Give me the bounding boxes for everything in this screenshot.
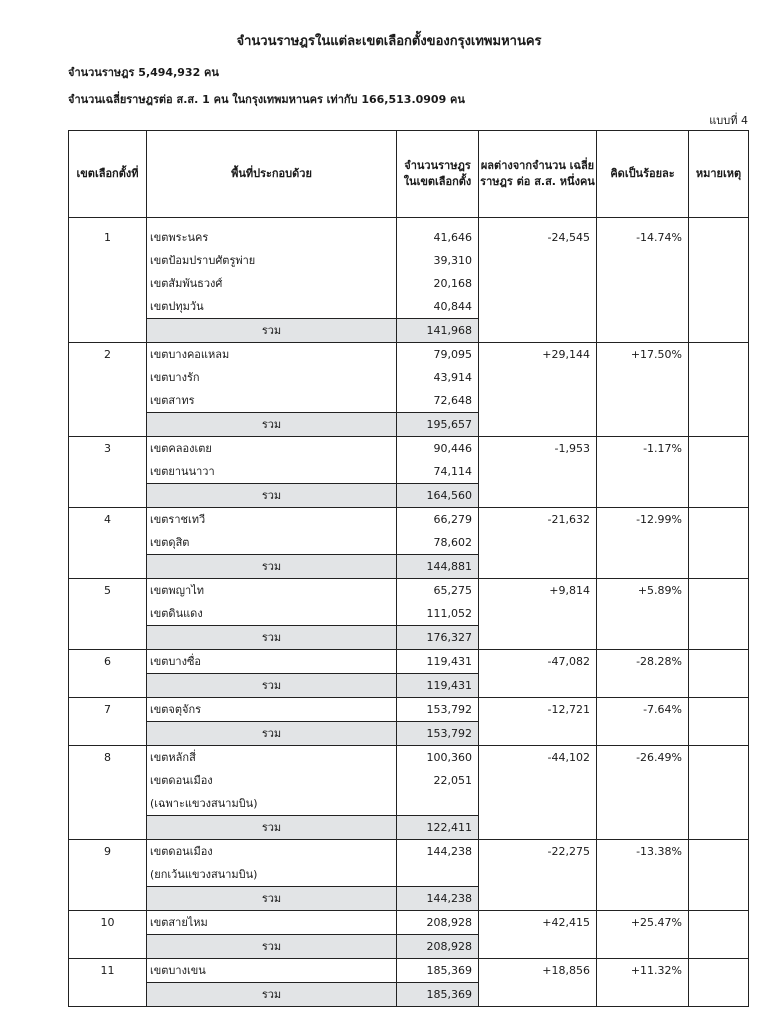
area-population: 208,928 bbox=[397, 911, 479, 935]
area-name: เขตบางรัก bbox=[147, 366, 397, 389]
total-label: รวม bbox=[147, 413, 397, 437]
area-name: (ยกเว้นแขวงสนามบิน) bbox=[147, 863, 397, 887]
total-population: 176,327 bbox=[397, 626, 479, 650]
total-population: 185,369 bbox=[397, 983, 479, 1007]
area-population: 78,602 bbox=[397, 531, 479, 555]
total-label: รวม bbox=[147, 722, 397, 746]
area-population: 100,360 bbox=[397, 746, 479, 770]
difference-value: -21,632 bbox=[479, 508, 597, 579]
header-remark: หมายเหตุ bbox=[689, 131, 749, 218]
percent-value: -14.74% bbox=[597, 226, 689, 343]
remark-cell bbox=[689, 959, 749, 1007]
district-number: 10 bbox=[69, 911, 147, 959]
remark-cell bbox=[689, 746, 749, 840]
percent-value: -7.64% bbox=[597, 698, 689, 746]
total-population: 122,411 bbox=[397, 816, 479, 840]
form-number: แบบที่ 4 bbox=[709, 114, 748, 127]
total-label: รวม bbox=[147, 983, 397, 1007]
total-label: รวม bbox=[147, 816, 397, 840]
table-row bbox=[69, 840, 749, 864]
header-population: จำนวนราษฎร ในเขตเลือกตั้ง bbox=[397, 131, 479, 218]
table-row bbox=[69, 226, 749, 249]
area-name: (เฉพาะแขวงสนามบิน) bbox=[147, 792, 397, 816]
remark-cell bbox=[689, 226, 749, 343]
percent-value: +25.47% bbox=[597, 911, 689, 959]
total-label: รวม bbox=[147, 319, 397, 343]
area-name: เขตสาทร bbox=[147, 389, 397, 413]
area-name: เขตปทุมวัน bbox=[147, 295, 397, 319]
remark-cell bbox=[689, 508, 749, 579]
difference-value: -44,102 bbox=[479, 746, 597, 840]
area-name: เขตดุสิต bbox=[147, 531, 397, 555]
table-row bbox=[69, 746, 749, 770]
district-number: 1 bbox=[69, 226, 147, 343]
total-label: รวม bbox=[147, 626, 397, 650]
total-label: รวม bbox=[147, 887, 397, 911]
area-population: 20,168 bbox=[397, 272, 479, 295]
spacer-row bbox=[69, 218, 749, 227]
district-number: 5 bbox=[69, 579, 147, 650]
area-name: เขตจตุจักร bbox=[147, 698, 397, 722]
area-population: 185,369 bbox=[397, 959, 479, 983]
difference-value: -1,953 bbox=[479, 437, 597, 508]
document-title: จำนวนราษฎรในแต่ละเขตเลือกตั้งของกรุงเทพมหานคร bbox=[236, 34, 542, 49]
area-name: เขตดอนเมือง bbox=[147, 769, 397, 792]
area-population: 153,792 bbox=[397, 698, 479, 722]
percent-value: -1.17% bbox=[597, 437, 689, 508]
remark-cell bbox=[689, 911, 749, 959]
total-label: รวม bbox=[147, 674, 397, 698]
area-population: 65,275 bbox=[397, 579, 479, 603]
header-area: พื้นที่ประกอบด้วย bbox=[147, 131, 397, 218]
area-population: 39,310 bbox=[397, 249, 479, 272]
table-row bbox=[69, 650, 749, 674]
table-header-row bbox=[69, 131, 749, 218]
area-name: เขตบางเขน bbox=[147, 959, 397, 983]
area-name: เขตสายไหม bbox=[147, 911, 397, 935]
table-row bbox=[69, 579, 749, 603]
constituency-table bbox=[68, 130, 749, 1007]
area-name: เขตยานนาวา bbox=[147, 460, 397, 484]
district-number: 7 bbox=[69, 698, 147, 746]
area-name: เขตสัมพันธวงศ์ bbox=[147, 272, 397, 295]
table-row bbox=[69, 698, 749, 722]
district-number: 8 bbox=[69, 746, 147, 840]
remark-cell bbox=[689, 698, 749, 746]
area-population: 90,446 bbox=[397, 437, 479, 461]
table-row bbox=[69, 437, 749, 461]
area-population: 41,646 bbox=[397, 226, 479, 249]
difference-value: +29,144 bbox=[479, 343, 597, 437]
total-population-line: จำนวนราษฎร 5,494,932 คน bbox=[68, 66, 219, 79]
area-name: เขตป้อมปราบศัตรูพ่าย bbox=[147, 249, 397, 272]
area-name: เขตบางคอแหลม bbox=[147, 343, 397, 367]
total-label: รวม bbox=[147, 484, 397, 508]
area-name: เขตหลักสี่ bbox=[147, 746, 397, 770]
percent-value: +5.89% bbox=[597, 579, 689, 650]
district-number: 6 bbox=[69, 650, 147, 698]
table-row bbox=[69, 343, 749, 367]
percent-value: -28.28% bbox=[597, 650, 689, 698]
area-name: เขตบางซื่อ bbox=[147, 650, 397, 674]
remark-cell bbox=[689, 437, 749, 508]
total-population: 164,560 bbox=[397, 484, 479, 508]
percent-value: -12.99% bbox=[597, 508, 689, 579]
total-population: 195,657 bbox=[397, 413, 479, 437]
remark-cell bbox=[689, 579, 749, 650]
area-population: 119,431 bbox=[397, 650, 479, 674]
area-population: 40,844 bbox=[397, 295, 479, 319]
header-difference: ผลต่างจากจำนวน เฉลี่ยราษฎร ต่อ ส.ส. หนึ่งคน bbox=[479, 131, 597, 218]
total-label: รวม bbox=[147, 935, 397, 959]
percent-value: -13.38% bbox=[597, 840, 689, 911]
difference-value: -24,545 bbox=[479, 226, 597, 343]
area-population bbox=[397, 792, 479, 816]
area-population: 43,914 bbox=[397, 366, 479, 389]
area-population: 22,051 bbox=[397, 769, 479, 792]
area-name: เขตดอนเมือง bbox=[147, 840, 397, 864]
difference-value: +42,415 bbox=[479, 911, 597, 959]
area-population: 72,648 bbox=[397, 389, 479, 413]
header-percent: คิดเป็นร้อยละ bbox=[597, 131, 689, 218]
difference-value: -22,275 bbox=[479, 840, 597, 911]
total-label: รวม bbox=[147, 555, 397, 579]
remark-cell bbox=[689, 650, 749, 698]
difference-value: -12,721 bbox=[479, 698, 597, 746]
district-number: 4 bbox=[69, 508, 147, 579]
remark-cell bbox=[689, 840, 749, 911]
total-population: 153,792 bbox=[397, 722, 479, 746]
remark-cell bbox=[689, 343, 749, 437]
average-per-mp-line: จำนวนเฉลี่ยราษฎรต่อ ส.ส. 1 คน ในกรุงเทพมหานคร เท่ากับ 166,513.0909 คน bbox=[68, 93, 465, 106]
district-number: 3 bbox=[69, 437, 147, 508]
table-row bbox=[69, 911, 749, 935]
district-number: 2 bbox=[69, 343, 147, 437]
percent-value: +17.50% bbox=[597, 343, 689, 437]
area-population: 66,279 bbox=[397, 508, 479, 532]
percent-value: +11.32% bbox=[597, 959, 689, 1007]
area-name: เขตคลองเตย bbox=[147, 437, 397, 461]
table-body bbox=[69, 218, 749, 1007]
area-population: 111,052 bbox=[397, 602, 479, 626]
area-population: 79,095 bbox=[397, 343, 479, 367]
area-name: เขตราชเทวี bbox=[147, 508, 397, 532]
district-number: 11 bbox=[69, 959, 147, 1007]
header-district-no: เขตเลือกตั้งที่ bbox=[69, 131, 147, 218]
area-population: 74,114 bbox=[397, 460, 479, 484]
area-name: เขตพญาไท bbox=[147, 579, 397, 603]
difference-value: -47,082 bbox=[479, 650, 597, 698]
difference-value: +9,814 bbox=[479, 579, 597, 650]
table-row bbox=[69, 508, 749, 532]
table-row bbox=[69, 959, 749, 983]
total-population: 141,968 bbox=[397, 319, 479, 343]
total-population: 119,431 bbox=[397, 674, 479, 698]
percent-value: -26.49% bbox=[597, 746, 689, 840]
total-population: 208,928 bbox=[397, 935, 479, 959]
total-population: 144,238 bbox=[397, 887, 479, 911]
area-population: 144,238 bbox=[397, 840, 479, 864]
area-name: เขตพระนคร bbox=[147, 226, 397, 249]
difference-value: +18,856 bbox=[479, 959, 597, 1007]
area-name: เขตดินแดง bbox=[147, 602, 397, 626]
area-population bbox=[397, 863, 479, 887]
district-number: 9 bbox=[69, 840, 147, 911]
total-population: 144,881 bbox=[397, 555, 479, 579]
